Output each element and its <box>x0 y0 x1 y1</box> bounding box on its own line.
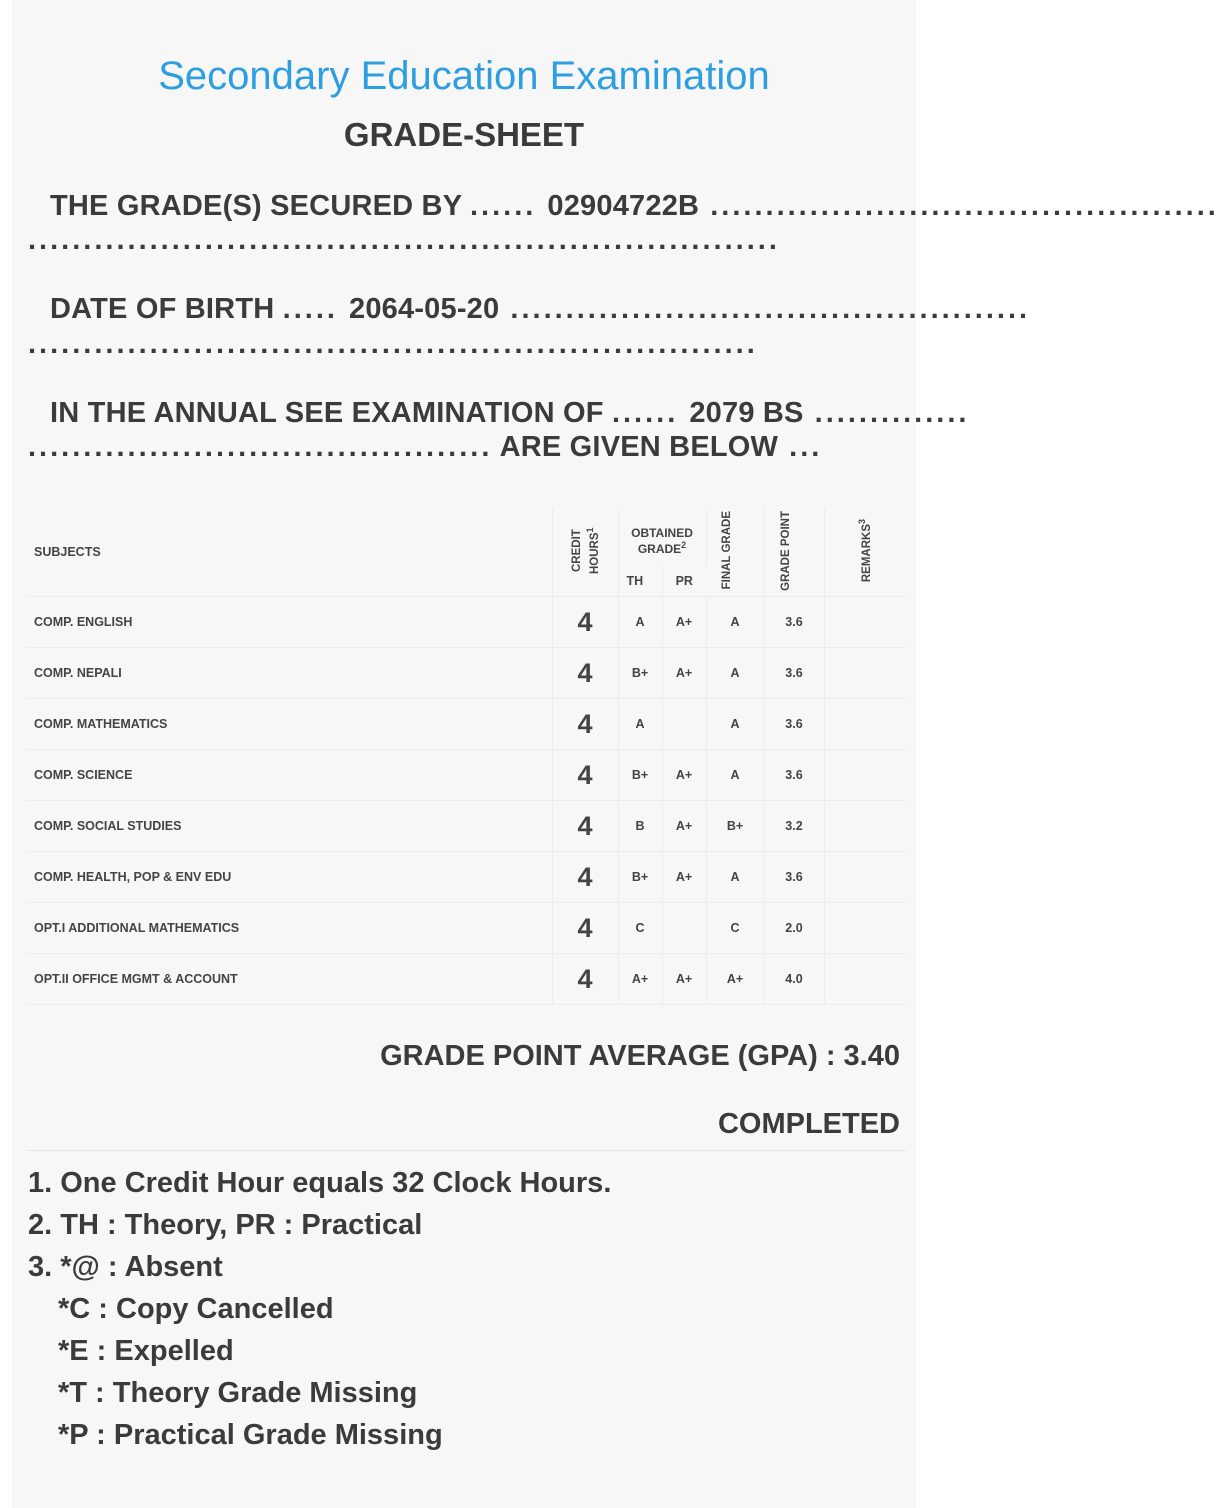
remarks-cell <box>824 699 906 750</box>
remarks-cell <box>824 903 906 954</box>
credit-cell: 4 <box>552 903 618 954</box>
table-row <box>26 954 906 1005</box>
remarks-cell <box>824 852 906 903</box>
exam-label: IN THE ANNUAL SEE EXAMINATION OF <box>50 397 604 429</box>
credit-cell: 4 <box>552 801 618 852</box>
credit-cell: 4 <box>552 954 618 1005</box>
table-row <box>26 852 906 903</box>
sheet-subtitle: GRADE-SHEET <box>343 116 585 153</box>
final-grade-header: FINAL GRADE <box>706 508 764 597</box>
grade-point-cell: 3.6 <box>764 852 824 903</box>
pr-grade-cell: A+ <box>662 852 706 903</box>
grade-sheet: Secondary Education Examination GRADE-SHEET THE GRADE(S) SECURED BY ...... 02904722B .............................................. .................................................................... DATE OF BIRTH ..... 2064-05-20 ............................................... .................................................................. IN THE ANNUAL SEE EXAMINATION OF ...... 2079 BS .............. .......................................... ARE GIVEN BELOW ... SUBJECTS CREDIT HOURS$^1$ OBTAINED GRADE$^2$ FINAL GRADE GRADE POINT REMARKS$^3$ TH PR COMP. ENGLISH 4 A A+ A 3.6 COMP. NEPALI 4 B+ A+ A 3.6 COMP. MATHEMATICS 4 A A 3.6 COMP. SCIENCE 4 B+ A+ A 3.6 COMP. SOCIAL STUDIES 4 B A+ B+ 3.2 COMP. HEALTH, POP & ENV EDU 4 B+ A+ A 3.6 OPT.I ADDITIONAL MATHEMATICS 4 C C 2.0 OPT.II OFFICE MGMT & ACCOUNT 4 A+ A+ A+ 4.0 GRADE POINT AVERAGE (GPA) : 3.40 COMPLETED 1. One Credit Hour equals 32 Clock Hours. 2. TH : Theory, PR : Practical 3. *@ : Absent *C : Copy Cancelled *E : Expelled *T : Theory Grade Missing *P : Practical Grade Missing <box>12 0 916 1508</box>
table-row <box>26 648 906 699</box>
subject-cell: COMP. ENGLISH <box>26 597 552 648</box>
credit-cell: 4 <box>552 597 618 648</box>
final-grade-cell: C <box>706 903 764 954</box>
divider <box>26 1150 906 1151</box>
final-grade-cell: A <box>706 699 764 750</box>
gpa-label: GRADE POINT AVERAGE (GPA) : <box>380 1040 836 1072</box>
subject-cell: COMP. SCIENCE <box>26 750 552 801</box>
pr-grade-cell: A+ <box>662 648 706 699</box>
result-status: COMPLETED <box>717 1108 900 1140</box>
note-item: *P : Practical Grade Missing <box>58 1419 443 1451</box>
subject-cell: COMP. SOCIAL STUDIES <box>26 801 552 852</box>
remarks-cell <box>824 648 906 699</box>
dob-value: 2064-05-20 <box>349 293 500 325</box>
subject-cell: COMP. HEALTH, POP & ENV EDU <box>26 852 552 903</box>
th-grade-cell: B+ <box>618 852 662 903</box>
exam-year: 2079 BS <box>689 397 804 429</box>
pr-grade-cell: A+ <box>662 750 706 801</box>
final-grade-cell: A <box>706 852 764 903</box>
grade-point-header: GRADE POINT <box>764 508 824 597</box>
pr-grade-cell: A+ <box>662 597 706 648</box>
table-row <box>26 699 906 750</box>
final-grade-cell: A <box>706 648 764 699</box>
pr-grade-cell <box>662 699 706 750</box>
given-below-label: ARE GIVEN BELOW <box>499 431 779 463</box>
note-item: 3. *@ : Absent <box>28 1251 223 1283</box>
notes <box>28 1162 611 1456</box>
grade-point-cell: 3.6 <box>764 750 824 801</box>
subject-cell: OPT.I ADDITIONAL MATHEMATICS <box>26 903 552 954</box>
grade-point-cell: 2.0 <box>764 903 824 954</box>
symbol-number: 02904722B <box>547 190 700 222</box>
remarks-header: REMARKS$^3$ <box>824 508 906 597</box>
grade-point-cell: 4.0 <box>764 954 824 1005</box>
subjects-header: SUBJECTS <box>26 508 552 597</box>
credit-cell: 4 <box>552 852 618 903</box>
pr-grade-cell <box>662 903 706 954</box>
note-item: 2. TH : Theory, PR : Practical <box>28 1209 423 1241</box>
th-grade-cell: B+ <box>618 750 662 801</box>
final-grade-cell: A <box>706 597 764 648</box>
note-item: *E : Expelled <box>58 1335 234 1367</box>
pr-grade-cell: A+ <box>662 801 706 852</box>
th-grade-cell: A+ <box>618 954 662 1005</box>
grades-table <box>26 508 906 1005</box>
table-row <box>26 750 906 801</box>
final-grade-cell: B+ <box>706 801 764 852</box>
remarks-cell <box>824 801 906 852</box>
th-grade-cell: C <box>618 903 662 954</box>
final-grade-cell: A <box>706 750 764 801</box>
subject-cell: COMP. MATHEMATICS <box>26 699 552 750</box>
dob-label: DATE OF BIRTH <box>50 293 275 325</box>
note-item: 1. One Credit Hour equals 32 Clock Hours. <box>28 1167 612 1199</box>
pr-grade-cell: A+ <box>662 954 706 1005</box>
table-row <box>26 597 906 648</box>
th-grade-cell: B <box>618 801 662 852</box>
credit-cell: 4 <box>552 699 618 750</box>
table-row <box>26 801 906 852</box>
grade-point-cell: 3.6 <box>764 648 824 699</box>
th-grade-cell: A <box>618 597 662 648</box>
obtained-grade-header: OBTAINED GRADE$^2$ <box>618 508 706 566</box>
secured-by-line: THE GRADE(S) SECURED BY ...... 02904722B .............................................. <box>28 190 908 223</box>
secured-by-label: THE GRADE(S) SECURED BY <box>50 190 462 222</box>
pr-header: PR <box>662 566 706 597</box>
final-grade-cell: A+ <box>706 954 764 1005</box>
gpa-value: 3.40 <box>843 1040 900 1072</box>
note-item: *C : Copy Cancelled <box>58 1293 334 1325</box>
gpa-line <box>380 1040 900 1073</box>
credit-hours-header: CREDIT HOURS$^1$ <box>552 508 618 597</box>
credit-cell: 4 <box>552 648 618 699</box>
th-grade-cell: B+ <box>618 648 662 699</box>
table-row <box>26 903 906 954</box>
remarks-cell <box>824 954 906 1005</box>
exam-title: Secondary Education Examination <box>158 54 770 98</box>
grade-point-cell: 3.6 <box>764 699 824 750</box>
dob-line: DATE OF BIRTH ..... 2064-05-20 ............................................... <box>28 293 908 326</box>
remarks-cell <box>824 750 906 801</box>
grade-point-cell: 3.6 <box>764 597 824 648</box>
grade-point-cell: 3.2 <box>764 801 824 852</box>
subject-cell: COMP. NEPALI <box>26 648 552 699</box>
th-grade-cell: A <box>618 699 662 750</box>
table-header-row <box>26 508 906 566</box>
note-item: *T : Theory Grade Missing <box>58 1377 418 1409</box>
credit-cell: 4 <box>552 750 618 801</box>
th-header: TH <box>618 566 662 597</box>
subject-cell: OPT.II OFFICE MGMT & ACCOUNT <box>26 954 552 1005</box>
exam-line: IN THE ANNUAL SEE EXAMINATION OF ...... 2079 BS .............. <box>28 397 908 430</box>
remarks-cell <box>824 597 906 648</box>
